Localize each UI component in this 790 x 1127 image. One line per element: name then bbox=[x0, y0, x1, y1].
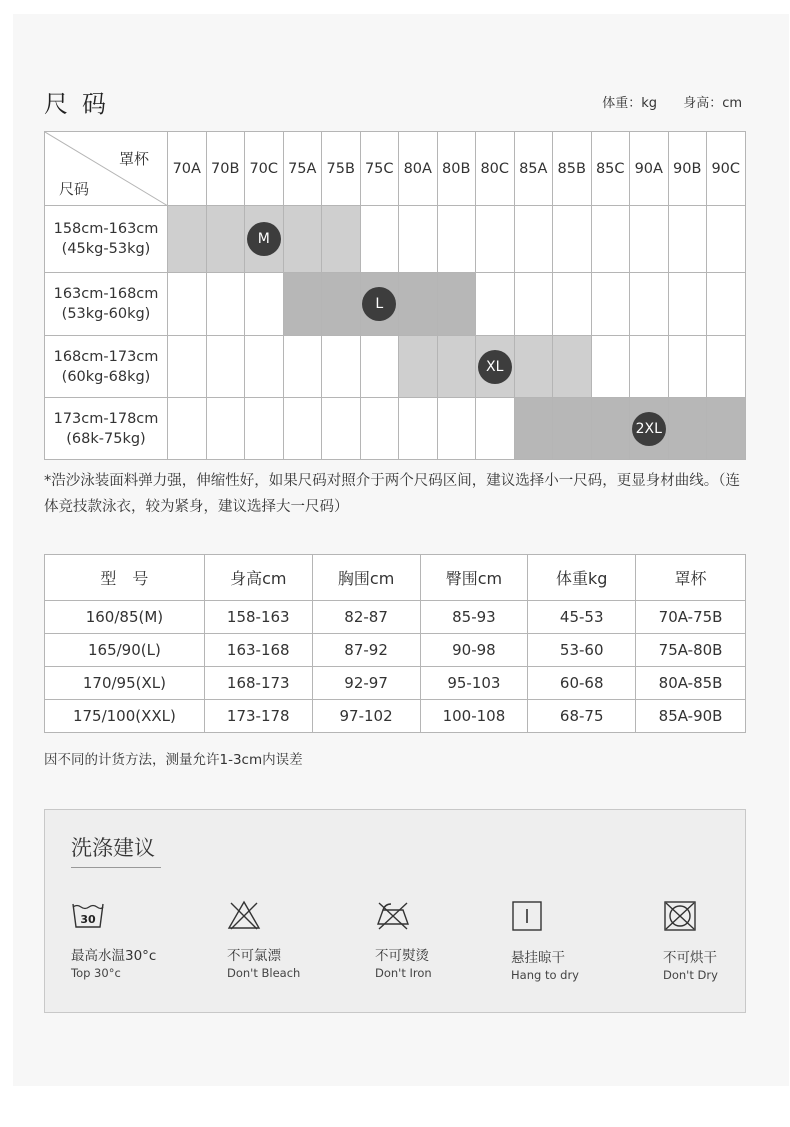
grid-cell bbox=[168, 273, 207, 336]
cup-header: 90C bbox=[707, 132, 746, 206]
spec-header: 型 号 bbox=[45, 555, 205, 601]
care-label-zh: 悬挂晾干 bbox=[511, 950, 565, 966]
cup-header: 90A bbox=[630, 132, 669, 206]
care-item-bleach bbox=[227, 900, 300, 980]
grid-cell bbox=[591, 336, 630, 398]
cup-header: 85C bbox=[591, 132, 630, 206]
no-iron-icon bbox=[375, 900, 411, 930]
spec-row bbox=[45, 601, 746, 634]
spec-cell: 90-98 bbox=[420, 634, 528, 667]
fit-note: *浩沙泳装面料弹力强，伸缩性好，如果尺码对照介于两个尺码区间，建议选择小一尺码，更显身材曲线。（连体竞技款泳衣，较为紧身，建议选择大一尺码） bbox=[44, 473, 740, 515]
grid-cell bbox=[283, 398, 322, 460]
cup-header: 80C bbox=[476, 132, 515, 206]
grid-cell bbox=[476, 336, 515, 398]
grid-cell bbox=[360, 273, 399, 336]
care-label-en: Top 30°c bbox=[71, 966, 121, 980]
care-label-zh: 最高水温30°c bbox=[71, 948, 157, 964]
grid-cell bbox=[437, 206, 476, 273]
grid-cell bbox=[322, 206, 361, 273]
grid-cell bbox=[245, 273, 284, 336]
spec-cell: 85-93 bbox=[420, 601, 528, 634]
size-badge: 2XL bbox=[632, 412, 666, 446]
grid-cell bbox=[630, 336, 669, 398]
spec-cell: 60-68 bbox=[528, 667, 636, 700]
care-item-iron bbox=[375, 900, 432, 980]
care-label-en: Don't Dry bbox=[663, 968, 718, 982]
grid-cell bbox=[591, 398, 630, 460]
cup-header: 75C bbox=[360, 132, 399, 206]
cup-header: 85A bbox=[514, 132, 553, 206]
row-weight-range: (45kg-53kg) bbox=[61, 241, 151, 257]
grid-cell bbox=[168, 336, 207, 398]
grid-cell bbox=[514, 273, 553, 336]
grid-cell bbox=[553, 206, 592, 273]
spec-table bbox=[44, 554, 746, 733]
grid-cell bbox=[399, 398, 438, 460]
spec-row bbox=[45, 634, 746, 667]
spec-cell: 85A-90B bbox=[636, 700, 746, 733]
cup-header: 70B bbox=[206, 132, 245, 206]
care-label-en: Hang to dry bbox=[511, 968, 579, 982]
grid-cell bbox=[245, 206, 284, 273]
size-badge: L bbox=[362, 287, 396, 321]
grid-cell bbox=[245, 398, 284, 460]
size-row bbox=[45, 273, 746, 336]
wash-30-icon bbox=[71, 900, 105, 930]
size-row bbox=[45, 398, 746, 460]
spec-cell: 173-178 bbox=[204, 700, 312, 733]
grid-cell bbox=[707, 336, 746, 398]
spec-header: 身高cm bbox=[204, 555, 312, 601]
grid-cell bbox=[245, 336, 284, 398]
spec-cell: 97-102 bbox=[312, 700, 420, 733]
row-height-range: 163cm-168cm bbox=[53, 286, 159, 302]
weight-unit: 体重：kg bbox=[602, 96, 658, 111]
spec-header: 罩杯 bbox=[636, 555, 746, 601]
cup-header: 75B bbox=[322, 132, 361, 206]
grid-cell bbox=[168, 206, 207, 273]
spec-cell: 82-87 bbox=[312, 601, 420, 634]
spec-cell: 160/85(M) bbox=[45, 601, 205, 634]
grid-cell bbox=[591, 273, 630, 336]
grid-cell bbox=[360, 398, 399, 460]
no-bleach-icon bbox=[227, 900, 261, 930]
grid-cell bbox=[514, 398, 553, 460]
wash-title-underline bbox=[71, 867, 161, 868]
grid-cell bbox=[206, 336, 245, 398]
grid-cell bbox=[322, 336, 361, 398]
wash-panel bbox=[44, 809, 746, 1013]
grid-cell bbox=[399, 273, 438, 336]
spec-header: 胸围cm bbox=[312, 555, 420, 601]
spec-cell: 75A-80B bbox=[636, 634, 746, 667]
grid-cell bbox=[476, 206, 515, 273]
grid-cell bbox=[399, 336, 438, 398]
grid-cell bbox=[553, 336, 592, 398]
grid-cell bbox=[206, 273, 245, 336]
spec-cell: 158-163 bbox=[204, 601, 312, 634]
size-row-label bbox=[45, 206, 168, 273]
spec-cell: 87-92 bbox=[312, 634, 420, 667]
grid-cell bbox=[322, 398, 361, 460]
row-height-range: 158cm-163cm bbox=[53, 221, 159, 237]
cup-header: 80B bbox=[437, 132, 476, 206]
spec-cell: 170/95(XL) bbox=[45, 667, 205, 700]
grid-cell bbox=[322, 273, 361, 336]
cup-header: 70C bbox=[245, 132, 284, 206]
spec-cell: 175/100(XXL) bbox=[45, 700, 205, 733]
grid-cell bbox=[206, 398, 245, 460]
grid-cell bbox=[630, 398, 669, 460]
grid-cell bbox=[553, 273, 592, 336]
corner-cup-label: 罩杯 bbox=[118, 150, 149, 168]
grid-cell bbox=[707, 398, 746, 460]
size-row bbox=[45, 336, 746, 398]
grid-cell bbox=[591, 206, 630, 273]
row-weight-range: (60kg-68kg) bbox=[61, 368, 151, 385]
care-label-en: Don't Iron bbox=[375, 966, 432, 980]
grid-cell bbox=[476, 273, 515, 336]
grid-cell bbox=[514, 336, 553, 398]
hang-dry-icon bbox=[511, 900, 543, 932]
row-weight-range: (53kg-60kg) bbox=[61, 306, 151, 322]
grid-cell bbox=[206, 206, 245, 273]
care-item-dry bbox=[663, 900, 718, 982]
grid-cell bbox=[668, 206, 707, 273]
cup-header: 75A bbox=[283, 132, 322, 206]
care-label-en: Don't Bleach bbox=[227, 966, 301, 980]
spec-cell: 53-60 bbox=[528, 634, 636, 667]
height-unit: 身高：cm bbox=[683, 96, 742, 111]
cup-header: 80A bbox=[399, 132, 438, 206]
cup-header: 70A bbox=[168, 132, 207, 206]
row-height-range: 168cm-173cm bbox=[53, 348, 159, 365]
grid-cell bbox=[630, 206, 669, 273]
care-label-zh: 不可熨烫 bbox=[375, 948, 429, 964]
care-label-zh: 不可烘干 bbox=[663, 950, 717, 966]
unit-legend bbox=[580, 92, 742, 111]
grid-cell bbox=[707, 206, 746, 273]
grid-cell bbox=[360, 206, 399, 273]
spec-cell: 68-75 bbox=[528, 700, 636, 733]
care-item-wash bbox=[71, 900, 156, 980]
care-label-zh: 不可氯漂 bbox=[227, 948, 281, 964]
wash-temp-text: 30 bbox=[80, 913, 96, 926]
grid-cell bbox=[668, 398, 707, 460]
spec-header: 体重kg bbox=[528, 555, 636, 601]
grid-cell bbox=[514, 206, 553, 273]
size-badge: XL bbox=[478, 350, 512, 384]
grid-cell bbox=[437, 336, 476, 398]
grid-cell bbox=[553, 398, 592, 460]
spec-cell: 70A-75B bbox=[636, 601, 746, 634]
grid-cell bbox=[630, 273, 669, 336]
cup-header: 85B bbox=[553, 132, 592, 206]
spec-cell: 163-168 bbox=[204, 634, 312, 667]
corner-size-label: 尺码 bbox=[59, 180, 90, 198]
grid-cell bbox=[707, 273, 746, 336]
size-badge: M bbox=[247, 222, 281, 256]
spec-cell: 165/90(L) bbox=[45, 634, 205, 667]
size-row bbox=[45, 206, 746, 273]
grid-cell bbox=[399, 206, 438, 273]
spec-cell: 80A-85B bbox=[636, 667, 746, 700]
cup-header: 90B bbox=[668, 132, 707, 206]
wash-title: 洗涤建议 bbox=[71, 836, 155, 860]
grid-cell bbox=[360, 336, 399, 398]
spec-cell: 168-173 bbox=[204, 667, 312, 700]
grid-cell bbox=[283, 336, 322, 398]
size-grid bbox=[44, 131, 746, 460]
grid-cell bbox=[437, 273, 476, 336]
no-tumble-dry-icon bbox=[663, 900, 697, 932]
spec-cell: 95-103 bbox=[420, 667, 528, 700]
grid-cell bbox=[437, 398, 476, 460]
page-title: 尺码 bbox=[44, 90, 120, 118]
size-row-label bbox=[45, 336, 168, 398]
grid-cell bbox=[283, 273, 322, 336]
grid-corner bbox=[45, 132, 168, 206]
spec-row bbox=[45, 667, 746, 700]
row-height-range: 173cm-178cm bbox=[53, 410, 159, 427]
spec-cell: 45-53 bbox=[528, 601, 636, 634]
grid-cell bbox=[668, 273, 707, 336]
row-weight-range: (68k-75kg) bbox=[66, 430, 146, 447]
grid-cell bbox=[168, 398, 207, 460]
care-item-hang bbox=[511, 900, 579, 982]
spec-cell: 100-108 bbox=[420, 700, 528, 733]
size-row-label bbox=[45, 398, 168, 460]
grid-cell bbox=[283, 206, 322, 273]
spec-row bbox=[45, 700, 746, 733]
spec-header: 臀围cm bbox=[420, 555, 528, 601]
spec-cell: 92-97 bbox=[312, 667, 420, 700]
size-row-label bbox=[45, 273, 168, 336]
measure-note: 因不同的计货方法，测量允许1-3cm内误差 bbox=[44, 752, 303, 768]
grid-cell bbox=[476, 398, 515, 460]
grid-cell bbox=[668, 336, 707, 398]
